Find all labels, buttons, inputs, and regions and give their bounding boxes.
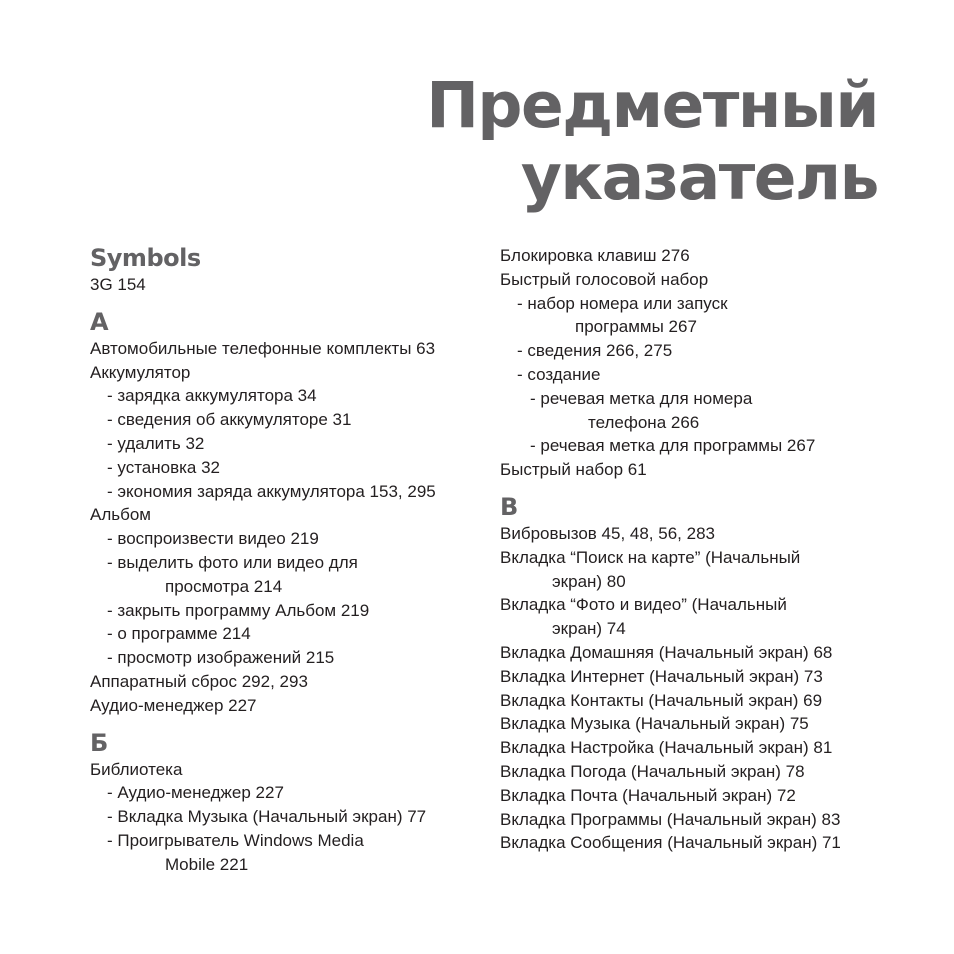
section-heading: Symbols: [90, 244, 201, 272]
index-entry: Быстрый набор 61: [500, 460, 647, 480]
index-entry: Вкладка Погода (Начальный экран) 78: [500, 761, 805, 781]
index-entry: Аудио-менеджер 227: [90, 695, 257, 715]
page-title: [426, 70, 878, 214]
index-subentry: - сведения об аккумуляторе 31: [107, 410, 352, 430]
index-subentry: - Проигрыватель Windows Media: [107, 830, 364, 850]
index-entry: Вкладка Программы (Начальный экран) 83: [500, 809, 841, 829]
index-entry-continuation: экран) 74: [552, 619, 626, 639]
index-subentry: - речевая метка для номера: [530, 388, 753, 408]
index-entry-continuation: программы 267: [575, 317, 697, 337]
index-subentry: - о программе 214: [107, 624, 251, 644]
index-entry-continuation: Mobile 221: [165, 854, 249, 874]
page-title-line-2: указатель: [520, 141, 878, 214]
index-subentry: - экономия заряда аккумулятора 153, 295: [107, 481, 436, 501]
index-subentry: - Вкладка Музыка (Начальный экран) 77: [107, 807, 427, 827]
index-entry: 3G 154: [90, 275, 146, 294]
section-heading: Б: [90, 728, 109, 757]
index-entry: Аппаратный сброс 292, 293: [90, 671, 308, 691]
index-subentry: - сведения 266, 275: [517, 341, 673, 361]
index-entry-continuation: просмотра 214: [165, 576, 283, 596]
index-entry: Вкладка Настройка (Начальный экран) 81: [500, 738, 833, 758]
section-heading: А: [90, 307, 109, 336]
index-entry: Блокировка клавиш 276: [500, 246, 690, 265]
index-entry: Автомобильные телефонные комплекты 63: [90, 338, 436, 358]
index-entry: Быстрый голосовой набор: [500, 269, 709, 289]
index-entry: Вкладка Контакты (Начальный экран) 69: [500, 690, 823, 710]
index-entry: Вибровызов 45, 48, 56, 283: [500, 523, 715, 543]
index-entry: Альбом: [90, 505, 151, 525]
index-entry: Вкладка Сообщения (Начальный экран) 71: [500, 833, 841, 853]
index-subentry: - воспроизвести видео 219: [107, 529, 319, 549]
index-subentry: - закрыть программу Альбом 219: [107, 600, 370, 620]
index-column-right: [500, 244, 900, 855]
index-column-left: [90, 243, 480, 877]
index-entry: Вкладка Домашняя (Начальный экран) 68: [500, 642, 833, 662]
index-subentry: - удалить 32: [107, 433, 205, 453]
index-subentry: - набор номера или запуск: [517, 293, 728, 313]
page-title-line-1: Предметный: [426, 69, 878, 142]
index-entry: Библиотека: [90, 759, 183, 779]
index-entry: Вкладка Музыка (Начальный экран) 75: [500, 714, 809, 734]
index-entry-continuation: телефона 266: [588, 412, 700, 432]
index-subentry: - зарядка аккумулятора 34: [107, 386, 317, 406]
index-entry: Аккумулятор: [90, 362, 191, 382]
index-subentry: - Аудио-менеджер 227: [107, 783, 284, 803]
index-subentry: - установка 32: [107, 457, 221, 477]
index-entry-continuation: экран) 80: [552, 571, 626, 591]
index-entry: Вкладка “Фото и видео” (Начальный: [500, 595, 787, 615]
index-entry: Вкладка “Поиск на карте” (Начальный: [500, 547, 801, 567]
index-entry: Вкладка Почта (Начальный экран) 72: [500, 785, 796, 805]
index-subentry: - выделить фото или видео для: [107, 552, 358, 572]
index-subentry: - просмотр изображений 215: [107, 648, 335, 668]
section-heading: В: [500, 492, 519, 521]
index-subentry: - создание: [517, 364, 601, 384]
index-entry: Вкладка Интернет (Начальный экран) 73: [500, 666, 823, 686]
index-subentry: - речевая метка для программы 267: [530, 436, 816, 456]
